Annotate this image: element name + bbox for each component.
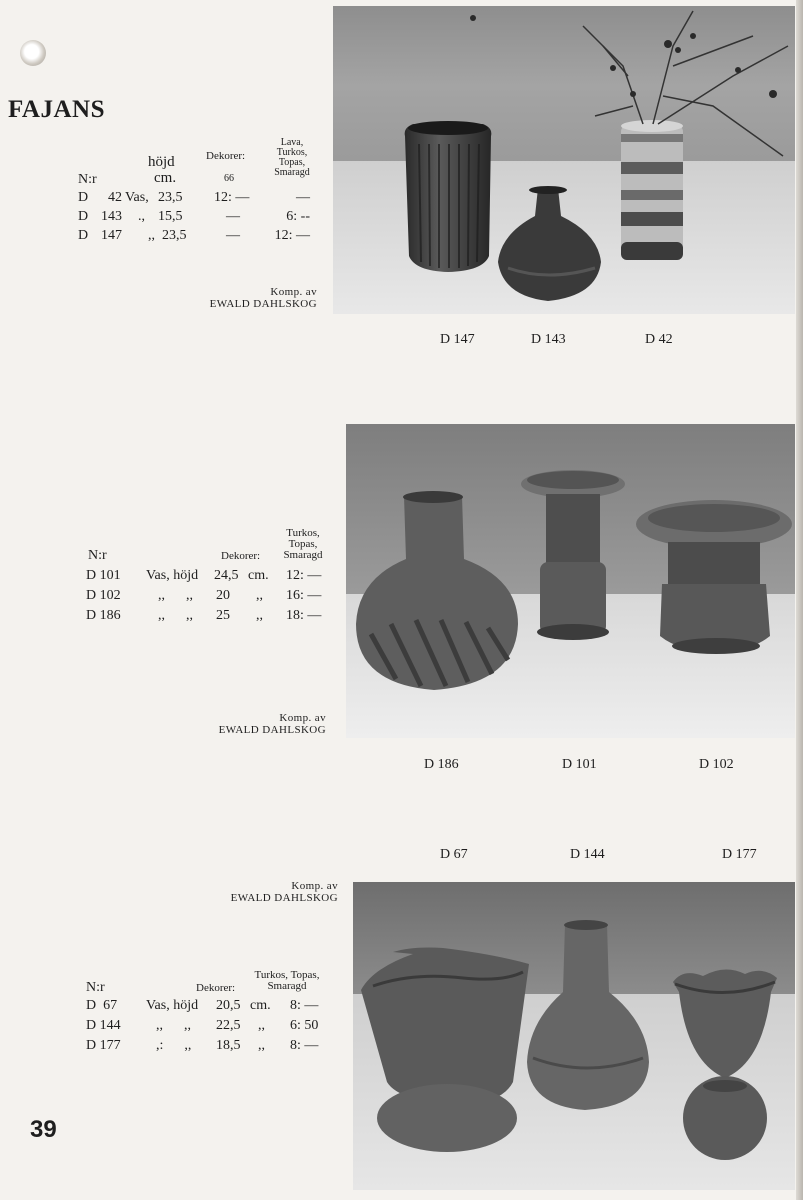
section2-price-table (86, 568, 331, 628)
row-code: D 186 (86, 608, 121, 623)
glaze-smaragd: Smaragd (283, 549, 323, 561)
row-code: D 101 (86, 568, 121, 583)
credit-label: Komp. av (270, 286, 317, 298)
row-type: ,: ,, (156, 1038, 192, 1053)
row-unit: cm. (248, 568, 269, 583)
glaze-turkos-topas: Turkos, Topas, (254, 969, 320, 981)
section1-price-table (74, 134, 324, 254)
row-unit: cm. (250, 998, 271, 1013)
row-unit: ,, (258, 1018, 265, 1033)
row-height: 15,5 (158, 209, 183, 224)
caption-D42: D 42 (645, 332, 673, 347)
page-title: FAJANS (8, 96, 105, 123)
caption-D177: D 177 (722, 847, 757, 862)
page-number: 39 (30, 1116, 57, 1143)
row-unit: ,, (256, 608, 263, 623)
code66-label: 66 (224, 173, 234, 184)
glaze-smaragd: Smaragd (267, 980, 307, 992)
row-price: 16: — (286, 588, 322, 603)
credit-label: Komp. av (291, 880, 338, 892)
designer-name: EWALD DAHLSKOG (209, 298, 317, 310)
row-height: 20,5 (216, 998, 241, 1013)
row-price: 12: — (286, 568, 322, 583)
row-price: 8: — (290, 998, 319, 1013)
glaze-turkos: Turkos, (286, 527, 320, 539)
row-type: Vas, höjd (146, 568, 199, 583)
table-row (86, 998, 336, 1018)
vases-photo-2 (346, 424, 795, 738)
row-height: 20 (216, 588, 230, 603)
row-number: 143 (101, 209, 122, 224)
table-row (74, 228, 324, 247)
row-prefix: D (78, 209, 89, 224)
row-height: 23,5 (158, 190, 183, 205)
row-price: 6: -- (286, 209, 310, 224)
credit-label: Komp. av (279, 712, 326, 724)
row-type: ,, (148, 228, 155, 243)
section3-nr-label: N:r (86, 980, 105, 995)
section1-photo (333, 6, 795, 314)
section2-glaze-header (278, 528, 328, 561)
caption-D144: D 144 (570, 847, 605, 862)
row-code: D 67 (86, 998, 118, 1013)
cm-label: cm. (154, 170, 177, 186)
glaze-lava: Lava, (280, 137, 304, 148)
row-decor66: — (226, 209, 240, 224)
row-type: Vas, höjd (146, 998, 199, 1013)
dekorer-label: Dekorer: (206, 150, 246, 162)
row-price: 6: 50 (290, 1018, 319, 1033)
row-type: ., (138, 209, 145, 224)
row-type: Vas, (125, 190, 149, 205)
row-price: 8: — (290, 1038, 319, 1053)
section2-credit (160, 712, 326, 736)
table-row (74, 190, 324, 209)
row-price: — (296, 190, 310, 205)
row-unit: ,, (258, 1038, 265, 1053)
row-type: ,, ,, (158, 588, 193, 603)
section1-credit (150, 286, 317, 310)
caption-D143: D 143 (531, 332, 566, 347)
section2-nr-label: N:r (88, 548, 107, 563)
row-price: 12: — (274, 228, 310, 243)
glaze-topas: Topas, (278, 157, 306, 168)
caption-D102: D 102 (699, 757, 734, 772)
section3-price-table (86, 998, 336, 1058)
row-height: 24,5 (214, 568, 239, 583)
hojd-label: höjd (148, 154, 175, 170)
row-code: D 177 (86, 1038, 121, 1053)
glaze-turkos: Turkos, (276, 147, 308, 158)
designer-name: EWALD DAHLSKOG (230, 892, 338, 904)
section1-rows (74, 190, 324, 247)
vases-photo-1 (333, 6, 795, 314)
table-row (86, 608, 331, 628)
glaze-smaragd: Smaragd (274, 167, 310, 178)
glaze-topas: Topas, (288, 538, 318, 550)
row-unit: ,, (256, 588, 263, 603)
caption-D147: D 147 (440, 332, 475, 347)
caption-D67: D 67 (440, 847, 468, 862)
designer-name: EWALD DAHLSKOG (218, 724, 326, 736)
row-number: 42 (108, 190, 122, 205)
row-height: 18,5 (216, 1038, 241, 1053)
row-code: D 102 (86, 588, 121, 603)
caption-D101: D 101 (562, 757, 597, 772)
section3-glaze-header (244, 970, 330, 992)
table-row (74, 209, 324, 228)
binder-hole (20, 40, 46, 66)
row-type: ,, ,, (158, 608, 193, 623)
table-row (86, 568, 331, 588)
glaze-header (260, 138, 324, 178)
section2-photo (346, 424, 795, 738)
row-prefix: D (78, 228, 89, 243)
section3-dekorer-label: Dekorer: (196, 982, 236, 994)
row-code: D 144 (86, 1018, 121, 1033)
row-height: 22,5 (216, 1018, 241, 1033)
section2-dekorer-label: Dekorer: (221, 550, 261, 562)
row-decor66: 12: — (214, 190, 250, 205)
table-row (86, 1038, 336, 1058)
row-number: 147 (101, 228, 122, 243)
section3-photo (353, 882, 795, 1190)
row-prefix: D (78, 190, 89, 205)
table-row (86, 588, 331, 608)
row-type: ,, ,, (156, 1018, 191, 1033)
nr-label: N:r (78, 172, 97, 187)
row-decor66: — (226, 228, 240, 243)
row-price: 18: — (286, 608, 322, 623)
caption-D186: D 186 (424, 757, 459, 772)
row-height: 25 (216, 608, 230, 623)
table-row (86, 1018, 336, 1038)
section3-credit (170, 880, 338, 904)
row-height: 23,5 (162, 228, 187, 243)
vases-photo-3 (353, 882, 795, 1190)
page-edge (796, 0, 803, 1200)
